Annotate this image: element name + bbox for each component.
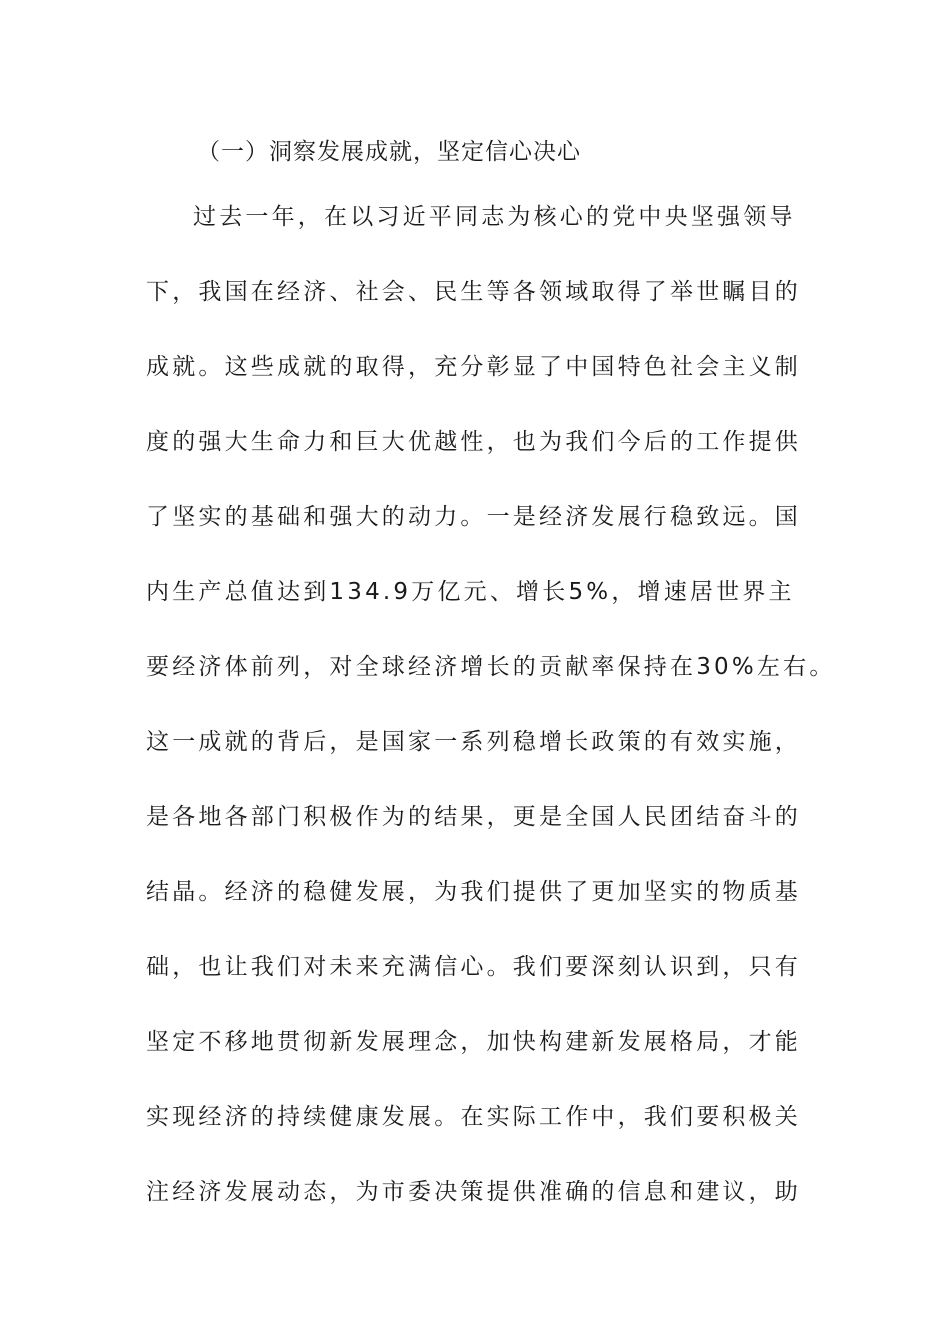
text-line: 了坚实的基础和强大的动力。一是经济发展行稳致远。国 [146, 504, 801, 530]
section-heading: （一）洞察发展成就，坚定信心决心 [197, 139, 581, 165]
text-line: 过去一年，在以习近平同志为核心的党中央坚强领导 [193, 204, 796, 230]
text-line: 注经济发展动态，为市委决策提供准确的信息和建议，助 [146, 1179, 801, 1205]
text-line: 内生产总值达到134.9万亿元、增长5%，增速居世界主 [146, 579, 795, 605]
text-line: 是各地各部门积极作为的结果，更是全国人民团结奋斗的 [146, 804, 801, 830]
text-line: 下，我国在经济、社会、民生等各领域取得了举世瞩目的 [146, 279, 801, 305]
text-line: 要经济体前列，对全球经济增长的贡献率保持在30%左右。 [146, 654, 836, 680]
text-line: 结晶。经济的稳健发展，为我们提供了更加坚实的物质基 [146, 879, 801, 905]
text-line: 这一成就的背后，是国家一系列稳增长政策的有效实施， [146, 729, 801, 755]
body-paragraph [146, 193, 846, 1243]
text-line: 成就。这些成就的取得，充分彰显了中国特色社会主义制 [146, 354, 801, 380]
text-line: 实现经济的持续健康发展。在实际工作中，我们要积极关 [146, 1104, 801, 1130]
text-line: 度的强大生命力和巨大优越性，也为我们今后的工作提供 [146, 429, 801, 455]
text-line: 坚定不移地贯彻新发展理念，加快构建新发展格局，才能 [146, 1029, 801, 1055]
text-line: 础，也让我们对未来充满信心。我们要深刻认识到，只有 [146, 954, 801, 980]
